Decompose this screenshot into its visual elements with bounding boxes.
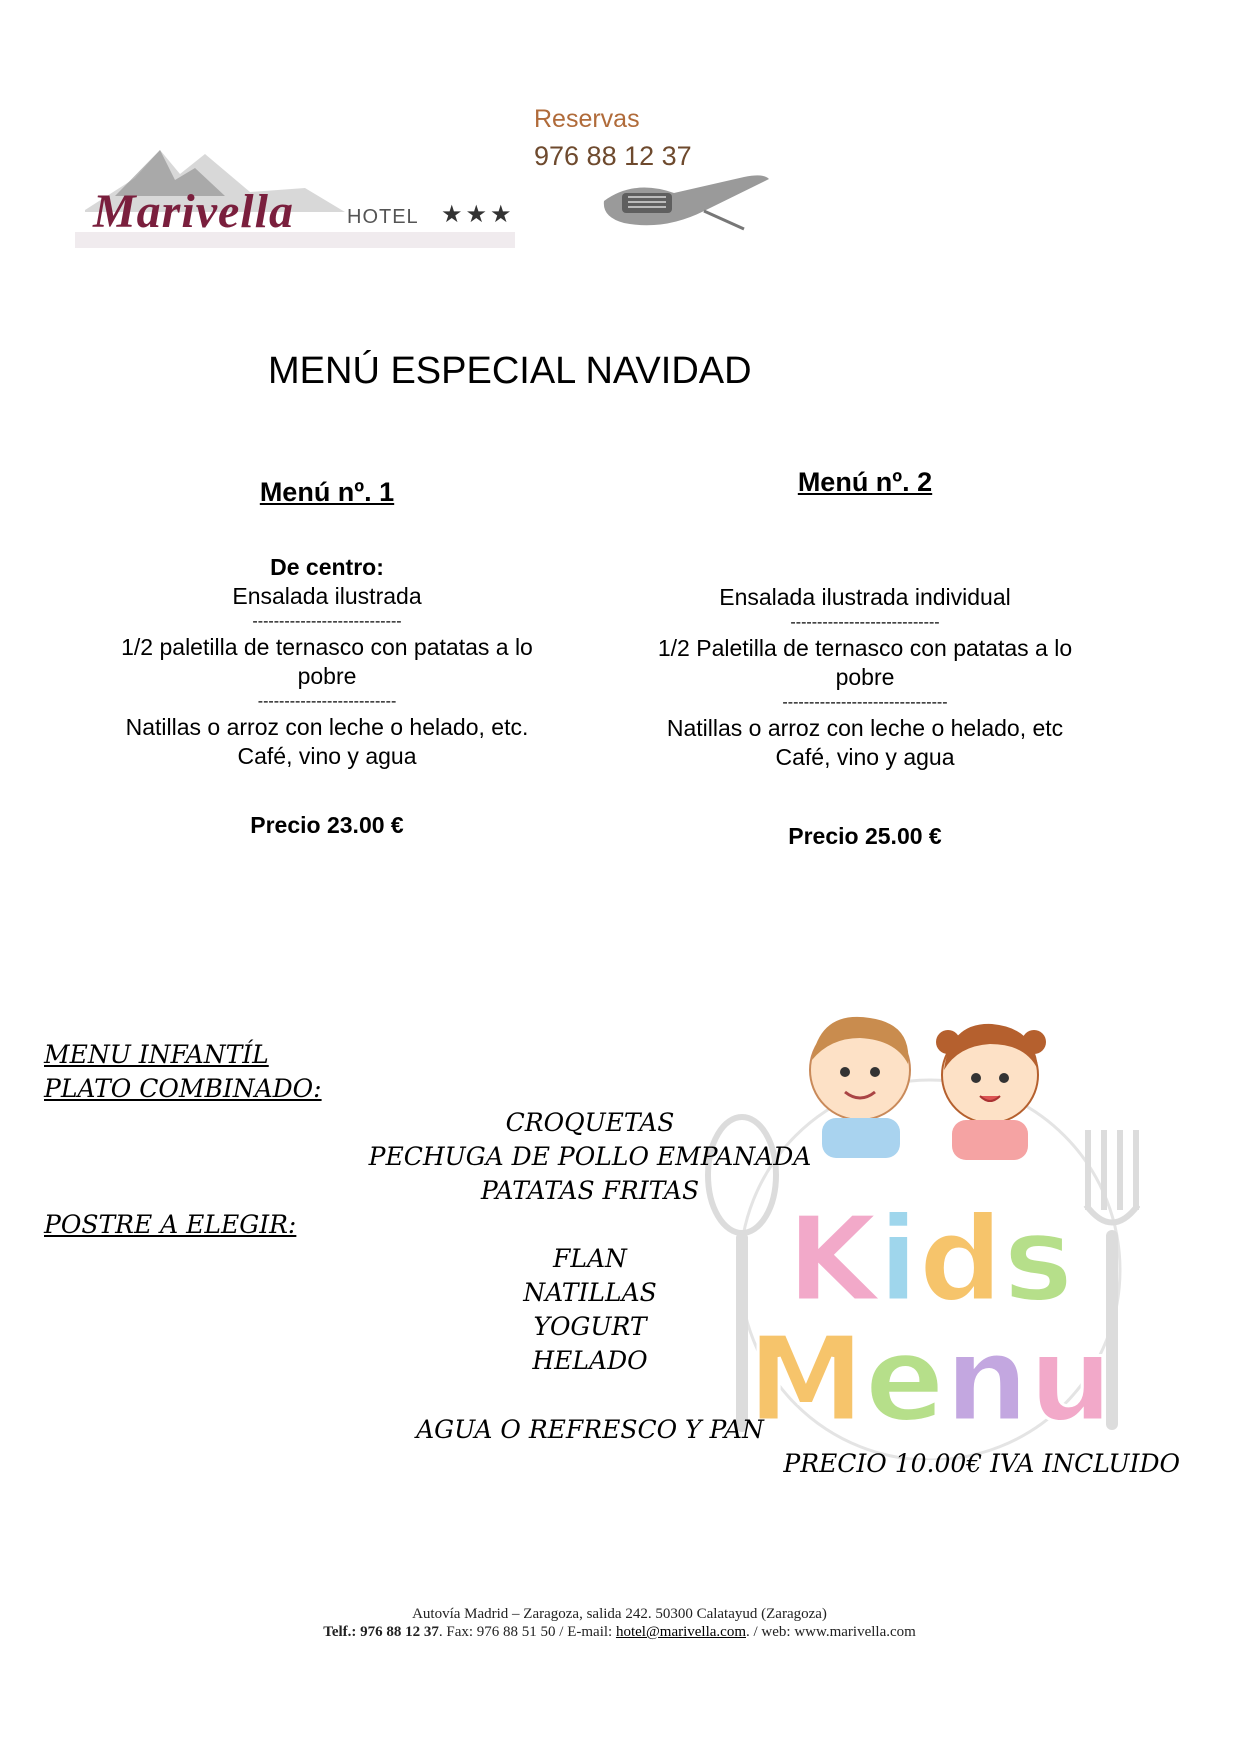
menu-1-dessert: Natillas o arroz con leche o helado, etc. [125, 714, 529, 740]
menu-1-price: Precio 23.00 € [250, 812, 404, 838]
badge-letter: u [1028, 1310, 1113, 1448]
badge-letter: M [747, 1310, 865, 1448]
footer [0, 1605, 1239, 1641]
reservations-label: Reservas [534, 105, 640, 133]
hotel-logo [75, 140, 515, 248]
menu-2-separator: ---------------------------- [790, 614, 940, 631]
dessert-label: POSTRE A ELEGIR: [44, 1210, 297, 1239]
badge-letter: i [878, 1190, 919, 1328]
menu-2-dessert: Natillas o arroz con leche o helado, etc [666, 715, 1064, 741]
menu-2-separator: ------------------------------- [782, 694, 948, 711]
hotel-label: HOTEL [347, 206, 419, 228]
badge-letter: K [786, 1190, 879, 1328]
kids-menu-badge [700, 1000, 1140, 1460]
kids-price: PRECIO 10.00€ IVA INCLUIDO [783, 1449, 1180, 1478]
page-title: MENÚ ESPECIAL NAVIDAD [268, 350, 752, 392]
menu-2 [620, 468, 1110, 851]
menu-2-starter: Ensalada ilustrada individual [719, 584, 1011, 610]
menu-1-starter: Ensalada ilustrada [232, 583, 422, 609]
footer-email-link[interactable]: hotel@marivella.com [615, 1624, 746, 1640]
plate-label: PLATO COMBINADO: [44, 1074, 322, 1103]
telephone-icon [594, 171, 774, 241]
kids-drinks: AGUA O REFRESCO Y PAN [416, 1415, 764, 1444]
plate-item: CROQUETAS [505, 1108, 675, 1137]
dessert-item: FLAN [553, 1244, 627, 1273]
footer-contact [0, 1623, 1239, 1641]
menu-2-main: 1/2 Paletilla de ternasco con patatas a lo [657, 635, 1073, 661]
badge-letter: s [1003, 1190, 1074, 1328]
kids-menu-title: MENU INFANTÍL [44, 1040, 269, 1069]
dessert-item: YOGURT [533, 1312, 647, 1341]
menu-1-main-cont: pobre [297, 663, 357, 689]
dessert-item: HELADO [532, 1346, 648, 1375]
menu-1-separator: -------------------------- [257, 693, 397, 710]
badge-letter: d [918, 1190, 1004, 1328]
badge-letter: n [944, 1310, 1029, 1448]
brand-name: Marivella [93, 185, 294, 238]
menu-2-main-cont: pobre [835, 664, 895, 690]
footer-fax: . Fax: 976 88 51 50 / E-mail: [438, 1624, 616, 1640]
kids-word [787, 1190, 1074, 1328]
menu-2-drinks: Café, vino y agua [775, 744, 955, 770]
menu-1-separator: ---------------------------- [252, 613, 402, 630]
menu-1-drinks: Café, vino y agua [237, 743, 417, 769]
menu-1 [82, 478, 572, 840]
footer-web: . / web: www.marivella.com [746, 1624, 916, 1640]
footer-address: Autovía Madrid – Zaragoza, salida 242. 50300 Calatayud (Zaragoza) [412, 1606, 827, 1622]
plate-item: PECHUGA DE POLLO EMPANADA [368, 1142, 812, 1171]
reservations-phone: 976 88 12 37 [534, 141, 692, 171]
menu-1-heading: Menú nº. 1 [259, 477, 395, 507]
badge-letter: e [864, 1310, 945, 1448]
plate-item: PATATAS FRITAS [480, 1176, 700, 1205]
menu-1-main: 1/2 paletilla de ternasco con patatas a lo [121, 634, 533, 660]
footer-phone: Telf.: 976 88 12 37 [323, 1624, 439, 1640]
menu-2-price: Precio 25.00 € [788, 823, 942, 849]
dessert-item: NATILLAS [523, 1278, 657, 1307]
menu-1-section: De centro: [270, 554, 384, 580]
hotel-stars: ★★★ [441, 201, 515, 228]
menu-2-heading: Menú nº. 2 [797, 467, 933, 497]
reservations-block [534, 105, 779, 245]
